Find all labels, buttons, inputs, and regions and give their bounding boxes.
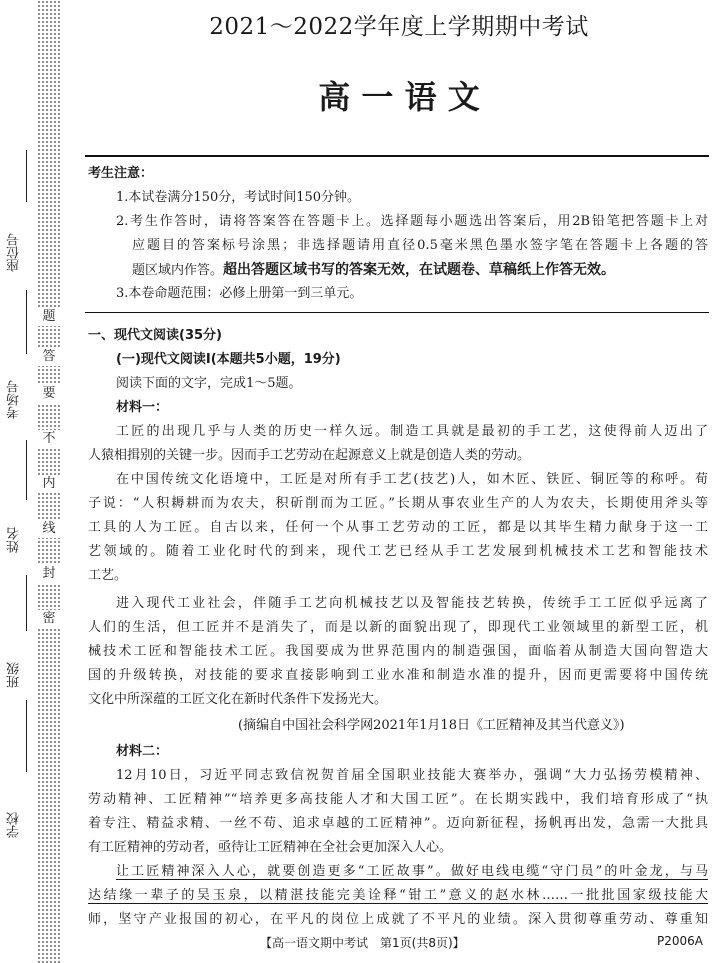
reading-instruction: 阅读下面的文字，完成1～5题。 <box>116 376 302 391</box>
school-line <box>26 700 27 772</box>
seal-char: 要 <box>37 385 61 403</box>
material-1-source: (摘编自中国社会科学网2021年1月18日《工匠精神及其当代意义》) <box>238 718 625 733</box>
exam-room-label: 考场号 <box>7 380 22 420</box>
seal-char: 线 <box>37 520 61 538</box>
class-line <box>26 575 27 631</box>
paragraph-line: 工具的人为工匠。自古以来，任何一个从事工艺劳动的工匠，都是以其毕生精力献身于这一工 <box>88 520 708 535</box>
notice-item-2-cont: 应题目的答案标号涂黑；非选择题请用直径0.5毫米黑色墨水签字笔在答题卡上各题的答 <box>132 238 708 253</box>
notice-item-2-end <box>132 258 708 283</box>
paragraph-line: 人猿相揖别的关键一步。因而手工艺劳动在起源意义上就是创造人类的劳动。 <box>88 448 531 463</box>
paragraph-line: 有工匠精神的劳动者，亟待让工匠精神在全社会更加深入人心。 <box>88 840 453 855</box>
paragraph-line: 让工匠精神深入人心，就要创造更多“工匠故事”。做好电线电缆“守门员”的叶金龙，与马 <box>116 864 708 879</box>
class-label: 班级 <box>7 662 22 688</box>
notice-plain-text: 题区域内作答。 <box>132 263 224 278</box>
paragraph-line: 着专注、精益求精、一丝不苟、追求卓越的工匠精神”。迈向新征程，扬帆再出发，急需一大批具 <box>88 816 708 831</box>
notice-heading: 考生注意： <box>88 166 154 181</box>
paper-code: P2006A <box>657 934 703 948</box>
paragraph-line: 在中国传统文化语境中，工匠是对所有手工艺(技艺)人，如木匠、铁匠、铜匠等的称呼。荀 <box>116 472 708 487</box>
seal-char: 封 <box>37 565 61 583</box>
material-1-label: 材料一： <box>116 400 169 415</box>
paragraph-line: 人们的生活，但工匠并不是消失了，而是以新的面貌出现了，即现代工业领域里的新型工匠，机 <box>88 620 708 635</box>
section-heading: 一、现代文阅读(35分) <box>88 328 222 343</box>
paragraph-line: 械技术工匠和智能技术工匠。我国要成为世界范围内的制造强国，面临着从制造大国向智造大 <box>88 644 708 659</box>
paragraph-line: 文化中所深蕴的工匠文化在新时代条件下发扬光大。 <box>88 692 388 707</box>
seal-char: 内 <box>37 475 61 493</box>
paragraph-line: 工艺。 <box>88 568 128 583</box>
school-label: 学校 <box>7 812 22 838</box>
material-2-label: 材料二： <box>116 744 169 759</box>
exam-title: 2021～2022学年度上学期期中考试 <box>209 14 589 40</box>
page-number-label: 【高一语文期中考试 第1页(共8页)】 <box>260 936 465 950</box>
exam-room-line <box>26 290 27 354</box>
paragraph-line: 劳动精神、工匠精神”“培养更多高技能人才和大国工匠”。在长期实践中，我们培育形成了“执 <box>88 792 708 807</box>
header-rule <box>85 155 709 157</box>
paragraph-line: 子说：“人积耨耕而为农夫，积斫削而为工匠。”长期从事农业生产的人为农夫，长期使用斧头等 <box>88 496 708 511</box>
paragraph-line: 艺领域的。随着工业化时代的到来，现代工艺已经从手工艺发展到机械技术工艺和智能技术 <box>88 544 708 559</box>
name-line <box>26 440 27 500</box>
seat-number-line <box>26 150 27 202</box>
subsection-heading: (一)现代文阅读Ⅰ(本题共5小题，19分) <box>116 352 341 367</box>
name-label: 姓名 <box>7 527 22 553</box>
notice-item-3: 3.本卷命题范围：必修上册第一到三单元。 <box>116 286 363 301</box>
seal-char: 题 <box>37 308 61 326</box>
seal-char: 答 <box>37 348 61 366</box>
seal-char: 密 <box>37 610 61 628</box>
seal-char: 不 <box>37 430 61 448</box>
paragraph-line: 12月10日，习近平同志致信祝贺首届全国职业技能大赛举办，强调“大力弘扬劳模精神、 <box>116 768 708 783</box>
notice-item-1: 1.本试卷满分150分，考试时间150分钟。 <box>116 190 361 205</box>
notice-bold-warning: 超出答题区域书写的答案无效，在试题卷、草稿纸上作答无效。 <box>223 262 616 278</box>
seat-number-label: 座位号 <box>7 233 22 273</box>
paragraph-line: 国的升级转换，对技能的要求直接影响到工业水准和制造水准的提升，因而更需要将中国传统 <box>88 668 708 683</box>
notice-rule <box>85 312 709 313</box>
paragraph-line: 工匠的出现几乎与人类的历史一样久远。制造工具就是最初的手工艺，这使得前人迈出了 <box>116 424 708 439</box>
paragraph-line: 达结缘一辈子的吴玉泉，以精湛技能完美诠释“钳工”意义的赵水林……一批批国家级技能大 <box>88 888 708 903</box>
paragraph-line: 师，坚守产业报国的初心，在平凡的岗位上成就了不平凡的业绩。深入贯彻尊重劳动、尊重知 <box>88 912 708 927</box>
subject-title: 高 一 语 文 <box>318 78 480 116</box>
notice-item-2: 2.考生作答时，请将答案答在答题卡上。选择题每小题选出答案后，用2B铅笔把答题卡上对 <box>116 214 708 229</box>
paragraph-line: 进入现代工业社会，伴随手工艺向机械技艺以及智能技艺转换，传统手工工匠似乎远离了 <box>116 596 708 611</box>
